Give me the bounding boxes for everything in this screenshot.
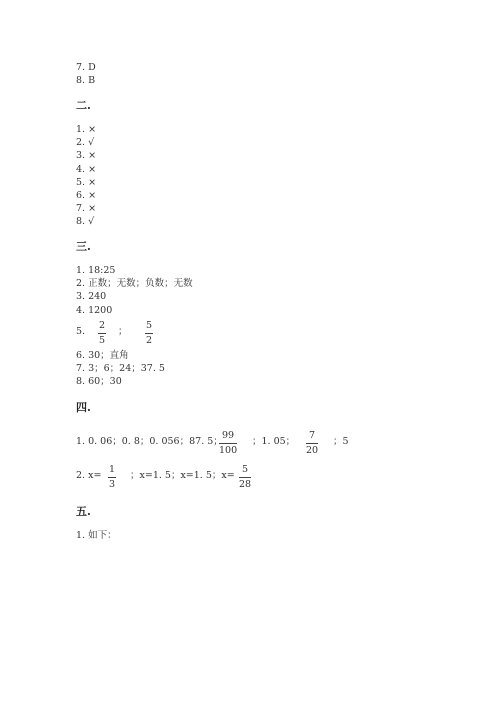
numerator: 2 — [99, 320, 106, 331]
numerator: 5 — [146, 320, 153, 331]
denominator: 2 — [146, 335, 153, 346]
question-label: 5. — [76, 326, 86, 337]
denominator: 3 — [109, 479, 116, 490]
answer-line: 8. 60；30 — [76, 376, 122, 387]
answer-text: 2. x= — [76, 470, 102, 481]
section-heading: 五. — [76, 505, 91, 518]
fraction — [219, 430, 237, 457]
section-heading: 二. — [76, 99, 91, 112]
answer-line: 2. √ — [76, 137, 95, 148]
answer-line: 6. × — [76, 190, 97, 201]
numerator: 99 — [222, 430, 235, 441]
answer-line: 7. × — [76, 203, 97, 214]
fraction — [108, 464, 116, 491]
denominator: 28 — [239, 479, 252, 490]
answer-text: ；5 — [333, 436, 349, 447]
fraction — [306, 430, 318, 457]
answer-line: 3. × — [76, 150, 97, 161]
numerator: 1 — [109, 464, 116, 475]
answer-line: 7. 3；6；24；37. 5 — [76, 363, 165, 374]
answer-line: 8. √ — [76, 216, 95, 227]
separator: ； — [118, 326, 128, 337]
fraction — [239, 464, 251, 491]
answer-line: 8. B — [76, 75, 96, 86]
denominator: 20 — [306, 445, 319, 456]
answer-line: 1. 如下： — [76, 530, 117, 541]
answer-line: 1. × — [76, 124, 97, 135]
answer-line: 1. 18:25 — [76, 265, 116, 276]
answer-text: 1. 0. 06；0. 8；0. 056；87. 5； — [76, 436, 223, 447]
denominator: 100 — [219, 445, 238, 456]
answer-text: ；x=1. 5；x=1. 5；x= — [130, 470, 235, 481]
denominator: 5 — [99, 335, 106, 346]
section-heading: 四. — [76, 401, 91, 414]
answer-line: 4. × — [76, 164, 97, 175]
fraction — [98, 320, 106, 347]
numerator: 5 — [242, 464, 249, 475]
fraction — [145, 320, 153, 347]
answer-line: 4. 1200 — [76, 305, 113, 316]
answer-line: 3. 240 — [76, 291, 107, 302]
answer-text: ；1. 05； — [252, 436, 296, 447]
section-heading: 三. — [76, 240, 91, 253]
answer-line: 5. × — [76, 177, 97, 188]
numerator: 7 — [309, 430, 316, 441]
answer-line: 2. 正数；无数；负数；无数 — [76, 278, 193, 289]
answer-line: 6. 30；直角 — [76, 350, 129, 361]
answer-line: 7. D — [76, 62, 96, 73]
